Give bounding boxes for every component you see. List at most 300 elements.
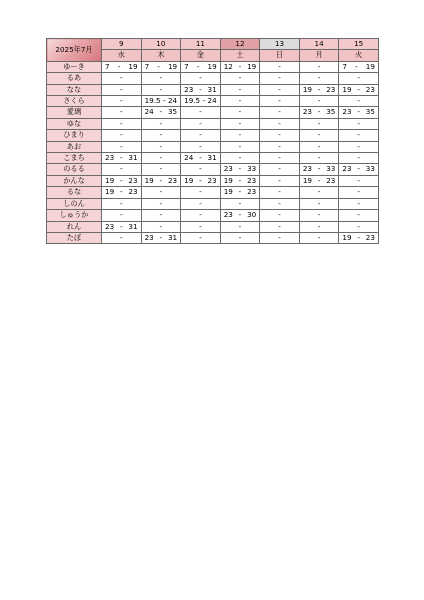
- shift-cell: [339, 130, 379, 141]
- shift-cell: [181, 107, 221, 118]
- no-shift-dash: -: [357, 96, 360, 106]
- date-cell: 11: [181, 39, 221, 50]
- shift-cell: [299, 73, 339, 84]
- shift-cell: [141, 164, 181, 175]
- shift-start: 12: [223, 61, 233, 71]
- shift-cell: [102, 73, 142, 84]
- shift-end: 30: [247, 210, 257, 220]
- shift-cell: [181, 153, 221, 164]
- table-row: [47, 141, 379, 152]
- shift-time: [300, 164, 339, 174]
- no-shift-dash: -: [119, 164, 123, 174]
- shift-end: 19: [365, 61, 375, 71]
- shift-end: 33: [247, 164, 257, 174]
- shift-start: 19.5: [144, 96, 161, 106]
- no-shift-dash: -: [278, 61, 281, 71]
- shift-cell: [141, 210, 181, 221]
- shift-separator: -: [357, 164, 360, 174]
- no-shift-dash: -: [199, 187, 202, 197]
- shift-cell: [141, 73, 181, 84]
- shift-separator: -: [238, 187, 242, 197]
- shift-start: 19: [105, 175, 115, 185]
- shift-cell: [102, 164, 142, 175]
- shift-start: 19: [302, 175, 312, 185]
- no-shift-dash: -: [278, 221, 281, 231]
- shift-start: 23: [105, 153, 115, 163]
- no-shift-dash: -: [159, 73, 163, 83]
- date-cell: 13: [260, 39, 300, 50]
- shift-cell: [260, 175, 300, 186]
- no-shift-dash: -: [317, 73, 321, 83]
- shift-start: 23: [184, 84, 194, 94]
- shift-start: 23: [144, 232, 154, 242]
- weekday-cell: 水: [102, 50, 142, 61]
- shift-separator: -: [357, 232, 360, 242]
- shift-cell: [181, 210, 221, 221]
- table-row: [47, 210, 379, 221]
- shift-time: [142, 176, 181, 186]
- shift-cell: [339, 175, 379, 186]
- no-shift-dash: -: [199, 73, 202, 83]
- no-shift-dash: -: [278, 107, 281, 117]
- no-shift-dash: -: [238, 130, 242, 140]
- date-cell: 10: [141, 39, 181, 50]
- shift-cell: [299, 164, 339, 175]
- shift-cell: [102, 141, 142, 152]
- shift-cell: [339, 153, 379, 164]
- shift-cell: [260, 118, 300, 129]
- no-shift-dash: -: [119, 73, 123, 83]
- shift-cell: [260, 221, 300, 232]
- shift-cell: [299, 221, 339, 232]
- no-shift-dash: -: [317, 221, 321, 231]
- no-shift-dash: -: [159, 210, 163, 220]
- table-row: [47, 73, 379, 84]
- no-shift-dash: -: [159, 141, 163, 151]
- shift-cell: [181, 221, 221, 232]
- shift-end: 23: [247, 187, 257, 197]
- shift-cell: [299, 232, 339, 243]
- no-shift-dash: -: [119, 232, 123, 242]
- shift-cell: [102, 187, 142, 198]
- shift-cell: [299, 118, 339, 129]
- shift-cell: [339, 198, 379, 209]
- shift-cell: [260, 141, 300, 152]
- shift-end: 23: [365, 232, 375, 242]
- staff-name: なな: [47, 84, 102, 95]
- shift-cell: [299, 175, 339, 186]
- shift-cell: [339, 141, 379, 152]
- no-shift-dash: -: [199, 221, 202, 231]
- shift-time: [339, 62, 378, 72]
- shift-cell: [220, 221, 260, 232]
- shift-cell: [102, 107, 142, 118]
- shift-end: 23: [365, 84, 375, 94]
- staff-name: あお: [47, 141, 102, 152]
- shift-end: 23: [247, 175, 257, 185]
- no-shift-dash: -: [317, 232, 321, 242]
- staff-name: たぼ: [47, 232, 102, 243]
- shift-cell: [102, 130, 142, 141]
- month-label: 2025年7月: [47, 39, 102, 62]
- shift-time: [339, 164, 378, 174]
- shift-separator: -: [119, 175, 123, 185]
- shift-time: [102, 176, 141, 186]
- shift-cell: [181, 232, 221, 243]
- shift-end: 19: [247, 61, 257, 71]
- shift-cell: [299, 130, 339, 141]
- shift-start: 24: [184, 153, 194, 163]
- no-shift-dash: -: [159, 84, 163, 94]
- shift-time: [142, 233, 181, 243]
- staff-name: しゅうか: [47, 210, 102, 221]
- shift-cell: [102, 210, 142, 221]
- shift-cell: [141, 198, 181, 209]
- shift-cell: [181, 175, 221, 186]
- no-shift-dash: -: [119, 130, 123, 140]
- table-row: [47, 118, 379, 129]
- shift-end: 24: [167, 96, 178, 106]
- shift-end: 35: [167, 107, 178, 117]
- shift-cell: [299, 187, 339, 198]
- shift-separator: -: [238, 210, 242, 220]
- no-shift-dash: -: [119, 210, 123, 220]
- no-shift-dash: -: [159, 187, 163, 197]
- shift-cell: [181, 118, 221, 129]
- shift-cell: [339, 210, 379, 221]
- shift-cell: [299, 84, 339, 95]
- shift-cell: [141, 118, 181, 129]
- shift-time: [142, 62, 181, 72]
- shift-cell: [220, 153, 260, 164]
- no-shift-dash: -: [317, 118, 321, 128]
- shift-separator: -: [159, 107, 163, 117]
- no-shift-dash: -: [317, 198, 321, 208]
- shift-start: 19.5: [184, 96, 201, 106]
- no-shift-dash: -: [238, 221, 242, 231]
- shift-cell: [102, 61, 142, 72]
- weekday-cell: 火: [339, 50, 379, 61]
- shift-end: 35: [326, 107, 336, 117]
- shift-time: [102, 222, 141, 232]
- table-row: [47, 96, 379, 107]
- no-shift-dash: -: [199, 141, 202, 151]
- no-shift-dash: -: [238, 232, 242, 242]
- no-shift-dash: -: [357, 118, 360, 128]
- shift-time: [181, 85, 220, 95]
- shift-cell: [220, 232, 260, 243]
- shift-cell: [141, 107, 181, 118]
- shift-start: 23: [223, 210, 233, 220]
- table-row: [47, 107, 379, 118]
- shift-cell: [220, 175, 260, 186]
- shift-cell: [141, 221, 181, 232]
- weekday-cell: 土: [220, 50, 260, 61]
- shift-cell: [260, 210, 300, 221]
- shift-cell: [339, 164, 379, 175]
- no-shift-dash: -: [357, 187, 360, 197]
- shift-time: [221, 62, 260, 72]
- shift-start: 19: [302, 84, 312, 94]
- shift-start: 19: [223, 175, 233, 185]
- no-shift-dash: -: [238, 141, 242, 151]
- shift-start: 19: [342, 232, 352, 242]
- no-shift-dash: -: [278, 210, 281, 220]
- table-row: [47, 232, 379, 243]
- shift-separator: -: [317, 107, 321, 117]
- shift-cell: [220, 164, 260, 175]
- table-row: [47, 187, 379, 198]
- shift-start: 19: [223, 187, 233, 197]
- shift-cell: [260, 130, 300, 141]
- no-shift-dash: -: [119, 96, 123, 106]
- shift-separator: -: [117, 61, 121, 71]
- shift-cell: [220, 141, 260, 152]
- shift-start: 19: [105, 187, 115, 197]
- shift-cell: [141, 130, 181, 141]
- shift-separator: -: [355, 61, 358, 71]
- shift-separator: -: [162, 96, 166, 106]
- no-shift-dash: -: [278, 118, 281, 128]
- no-shift-dash: -: [159, 130, 163, 140]
- shift-time: [181, 176, 220, 186]
- shift-time: [300, 85, 339, 95]
- date-header-row: [47, 39, 379, 50]
- shift-cell: [141, 96, 181, 107]
- shift-time: [142, 107, 181, 117]
- no-shift-dash: -: [159, 153, 163, 163]
- shift-time: [339, 107, 378, 117]
- table-row: [47, 221, 379, 232]
- shift-separator: -: [317, 84, 321, 94]
- shift-cell: [299, 61, 339, 72]
- shift-time: [102, 153, 141, 163]
- no-shift-dash: -: [159, 221, 163, 231]
- weekday-cell: 金: [181, 50, 221, 61]
- no-shift-dash: -: [159, 164, 163, 174]
- no-shift-dash: -: [278, 164, 281, 174]
- shift-time: [221, 164, 260, 174]
- no-shift-dash: -: [317, 141, 321, 151]
- no-shift-dash: -: [278, 232, 281, 242]
- shift-separator: -: [238, 164, 242, 174]
- no-shift-dash: -: [119, 84, 123, 94]
- shift-cell: [220, 84, 260, 95]
- staff-name: 愛璃: [47, 107, 102, 118]
- shift-separator: -: [357, 84, 360, 94]
- no-shift-dash: -: [119, 198, 123, 208]
- no-shift-dash: -: [357, 153, 360, 163]
- shift-separator: -: [199, 153, 202, 163]
- shift-time: [181, 96, 220, 106]
- shift-cell: [102, 175, 142, 186]
- shift-cell: [141, 84, 181, 95]
- no-shift-dash: -: [357, 198, 360, 208]
- shift-end: 31: [128, 221, 138, 231]
- shift-cell: [220, 187, 260, 198]
- no-shift-dash: -: [357, 210, 360, 220]
- shift-cell: [220, 96, 260, 107]
- table-row: [47, 164, 379, 175]
- shift-cell: [260, 84, 300, 95]
- staff-name: かんな: [47, 175, 102, 186]
- shift-cell: [181, 84, 221, 95]
- shift-start: 19: [144, 175, 154, 185]
- shift-separator: -: [202, 96, 206, 106]
- shift-cell: [220, 118, 260, 129]
- no-shift-dash: -: [278, 141, 281, 151]
- shift-time: [142, 96, 181, 106]
- shift-cell: [181, 187, 221, 198]
- shift-schedule-table: [46, 38, 379, 244]
- shift-end: 24: [207, 96, 217, 106]
- shift-cell: [339, 232, 379, 243]
- no-shift-dash: -: [278, 73, 281, 83]
- shift-end: 19: [128, 61, 138, 71]
- shift-start: 23: [223, 164, 233, 174]
- shift-cell: [220, 107, 260, 118]
- shift-cell: [299, 198, 339, 209]
- no-shift-dash: -: [199, 210, 202, 220]
- shift-start: 23: [105, 221, 115, 231]
- shift-cell: [339, 118, 379, 129]
- shift-time: [181, 153, 220, 163]
- shift-separator: -: [357, 107, 360, 117]
- no-shift-dash: -: [357, 141, 360, 151]
- shift-cell: [181, 96, 221, 107]
- no-shift-dash: -: [159, 118, 163, 128]
- shift-end: 23: [207, 175, 217, 185]
- shift-end: 33: [365, 164, 375, 174]
- staff-name: るあ: [47, 73, 102, 84]
- shift-start: 23: [302, 164, 312, 174]
- shift-cell: [299, 107, 339, 118]
- shift-cell: [220, 210, 260, 221]
- shift-time: [300, 107, 339, 117]
- no-shift-dash: -: [119, 141, 123, 151]
- shift-cell: [339, 107, 379, 118]
- no-shift-dash: -: [199, 107, 202, 117]
- shift-end: 33: [326, 164, 336, 174]
- shift-cell: [339, 96, 379, 107]
- staff-name: れん: [47, 221, 102, 232]
- no-shift-dash: -: [238, 107, 242, 117]
- shift-cell: [220, 198, 260, 209]
- shift-separator: -: [238, 61, 242, 71]
- staff-name: こまち: [47, 153, 102, 164]
- no-shift-dash: -: [238, 84, 242, 94]
- no-shift-dash: -: [278, 198, 281, 208]
- shift-cell: [220, 73, 260, 84]
- shift-time: [102, 187, 141, 197]
- shift-cell: [181, 73, 221, 84]
- shift-separator: -: [159, 175, 163, 185]
- shift-start: 23: [342, 164, 352, 174]
- shift-time: [181, 62, 220, 72]
- date-cell: 12: [220, 39, 260, 50]
- shift-cell: [299, 210, 339, 221]
- no-shift-dash: -: [119, 118, 123, 128]
- shift-time: [221, 176, 260, 186]
- shift-cell: [102, 84, 142, 95]
- shift-cell: [260, 73, 300, 84]
- weekday-cell: 月: [299, 50, 339, 61]
- shift-cell: [220, 130, 260, 141]
- shift-separator: -: [317, 164, 321, 174]
- no-shift-dash: -: [357, 130, 360, 140]
- shift-separator: -: [159, 232, 163, 242]
- shift-end: 31: [128, 153, 138, 163]
- no-shift-dash: -: [278, 175, 281, 185]
- shift-time: [221, 187, 260, 197]
- shift-end: 31: [207, 153, 217, 163]
- no-shift-dash: -: [199, 198, 202, 208]
- shift-start: 24: [144, 107, 154, 117]
- shift-cell: [181, 141, 221, 152]
- staff-name: のるる: [47, 164, 102, 175]
- shift-cell: [339, 61, 379, 72]
- shift-end: 31: [167, 232, 178, 242]
- no-shift-dash: -: [199, 118, 202, 128]
- shift-start: 7: [144, 61, 150, 71]
- table-row: [47, 130, 379, 141]
- table-row: [47, 84, 379, 95]
- no-shift-dash: -: [159, 198, 163, 208]
- shift-separator: -: [238, 175, 242, 185]
- shift-cell: [141, 187, 181, 198]
- shift-cell: [299, 141, 339, 152]
- shift-cell: [260, 187, 300, 198]
- shift-cell: [102, 232, 142, 243]
- staff-name: さくら: [47, 96, 102, 107]
- shift-time: [339, 85, 378, 95]
- shift-end: 19: [167, 61, 178, 71]
- no-shift-dash: -: [278, 96, 281, 106]
- no-shift-dash: -: [199, 130, 202, 140]
- no-shift-dash: -: [278, 153, 281, 163]
- no-shift-dash: -: [238, 153, 242, 163]
- weekday-cell: 日: [260, 50, 300, 61]
- staff-name: ひまり: [47, 130, 102, 141]
- weekday-cell: 木: [141, 50, 181, 61]
- shift-end: 19: [207, 61, 217, 71]
- shift-cell: [181, 198, 221, 209]
- no-shift-dash: -: [238, 96, 242, 106]
- no-shift-dash: -: [278, 84, 281, 94]
- shift-end: 31: [207, 84, 217, 94]
- no-shift-dash: -: [199, 232, 202, 242]
- shift-time: [300, 176, 339, 186]
- table-row: [47, 198, 379, 209]
- shift-end: 23: [326, 84, 336, 94]
- shift-start: 19: [342, 84, 352, 94]
- shift-cell: [181, 130, 221, 141]
- staff-name: るな: [47, 187, 102, 198]
- shift-cell: [141, 61, 181, 72]
- shift-cell: [260, 107, 300, 118]
- no-shift-dash: -: [357, 175, 360, 185]
- shift-cell: [260, 164, 300, 175]
- no-shift-dash: -: [278, 187, 281, 197]
- no-shift-dash: -: [119, 107, 123, 117]
- shift-cell: [260, 198, 300, 209]
- no-shift-dash: -: [199, 164, 202, 174]
- no-shift-dash: -: [317, 210, 321, 220]
- shift-cell: [181, 61, 221, 72]
- shift-cell: [102, 118, 142, 129]
- shift-time: [339, 233, 378, 243]
- shift-start: 7: [342, 61, 347, 71]
